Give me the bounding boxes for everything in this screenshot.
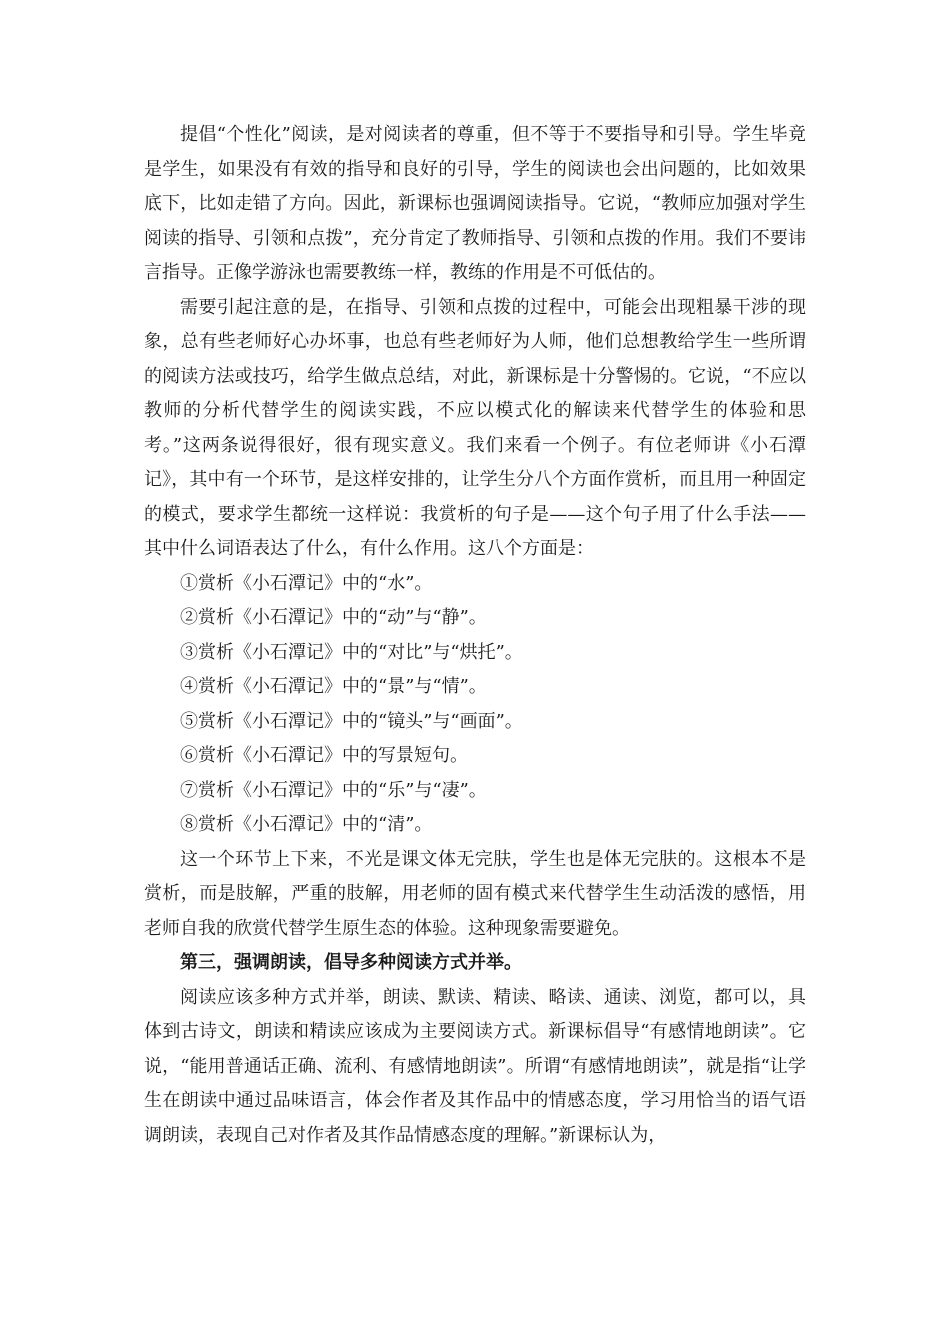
document-page — [144, 118, 806, 1153]
section-heading: 第三，强调朗读，倡导多种阅读方式并举。 — [180, 952, 522, 973]
list-item: ⑤赏析《小石潭记》中的“镜头”与“画面”。 — [180, 710, 523, 732]
list-item: ①赏析《小石潭记》中的“水”。 — [180, 572, 433, 594]
list-item: ②赏析《小石潭记》中的“动”与“静”。 — [180, 607, 487, 628]
list-item: ⑦赏析《小石潭记》中的“乐”与“凄”。 — [180, 779, 487, 801]
list-item: ③赏析《小石潭记》中的“对比”与“烘托”。 — [180, 641, 523, 663]
list-item: ④赏析《小石潭记》中的“景”与“情”。 — [180, 676, 487, 697]
paragraph-personalized-reading: 提倡“个性化”阅读，是对阅读者的尊重，但不等于不要指导和引导。学生毕竟是学生，如果没有有效的指导和良好的引导，学生的阅读也会出问题的，比如效果底下，比如走错了方向。因此，新课标也强调阅读指导。它说，“教师应加强对学生阅读的指导、引领和点拨”，充分肯定了教师指导、引领和点拨的作用。我们不要讳言指导。正像学游泳也需要教练一样，教练的作用是不可低估的。 — [144, 124, 806, 283]
paragraph-reading-aloud: 阅读应该多种方式并举，朗读、默读、精读、略读、通读、浏览，都可以，具体到古诗文，朗读和精读应该成为主要阅读方式。新课标倡导“有感情地朗读”。它说，“能用普通话正确、流利、有感情地朗读”。所谓“有感情地朗读”，就是指“让学生在朗读中通过品味语言，体会作者及其作品中的情感态度，学习用恰当的语气语调朗读，表现自己对作者及其作品情感态度的理解。”新课标认为， — [144, 986, 806, 1146]
list-item: ⑧赏析《小石潭记》中的“清”。 — [180, 814, 433, 835]
list-item: ⑥赏析《小石潭记》中的写景短句。 — [180, 745, 468, 766]
appreciation-list — [144, 567, 806, 843]
paragraph-guidance-caution: 需要引起注意的是，在指导、引领和点拨的过程中，可能会出现粗暴干涉的现象，总有些老师好心办坏事，也总有些老师好为人师，他们总想教给学生一些所谓的阅读方法或技巧，给学生做点总结，对此，新课标是十分警惕的。它说，“不应以教师的分析代替学生的阅读实践，不应以模式化的解读来代替学生的体验和思考。”这两条说得很好，很有现实意义。我们来看一个例子。有位老师讲《小石潭记》，其中有一个环节，是这样安排的，让学生分八个方面作赏析，而且用一种固定的模式，要求学生都统一这样说：我赏析的句子是——这个句子用了什么手法——其中什么词语表达了什么，有什么作用。这八个方面是： — [144, 296, 806, 559]
paragraph-after-list: 这一个环节上下来，不光是课文体无完肤，学生也是体无完肤的。这根本不是赏析，而是肢解，严重的肢解，用老师的固有模式来代替学生生动活泼的感悟，用老师自我的欣赏代替学生原生态的体验。这种现象需要避免。 — [144, 848, 806, 939]
